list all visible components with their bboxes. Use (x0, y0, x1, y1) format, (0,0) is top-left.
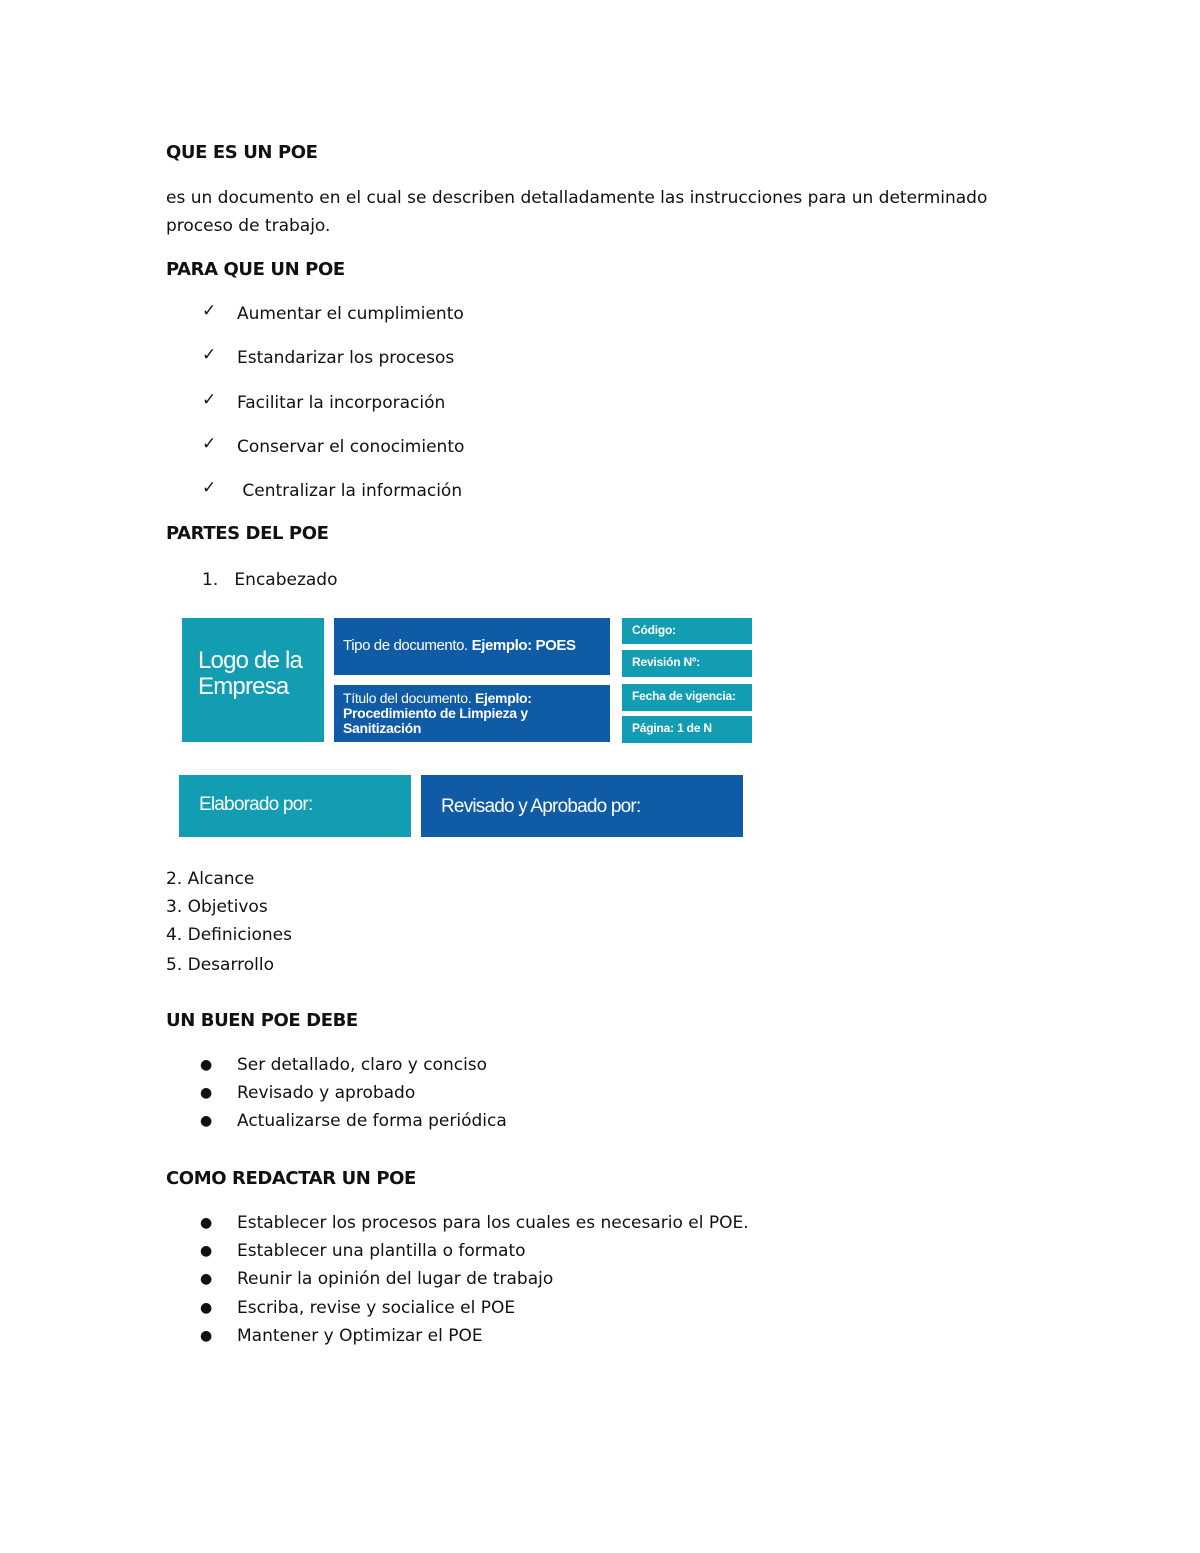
document-title-box (334, 685, 610, 742)
definition-line-1: es un documento en el cual se describen detalladamente las instrucciones para un determinado (166, 188, 988, 208)
pagina-cell (622, 716, 752, 743)
heading-para-que: PARA QUE UN POE (166, 259, 345, 280)
list-item: Ser detallado, claro y conciso (237, 1055, 488, 1075)
list-item-objetivos: 3. Objetivos (166, 897, 268, 917)
heading-que-es: QUE ES UN POE (166, 142, 318, 163)
list-item: Estandarizar los procesos (237, 348, 455, 368)
list-item-desarrollo: 5. Desarrollo (166, 955, 275, 975)
check-icon: ✓ (202, 345, 217, 365)
heading-redactar: COMO REDACTAR UN POE (166, 1168, 416, 1189)
bullet-icon: ● (200, 1057, 213, 1073)
bullet-icon: ● (200, 1300, 213, 1316)
logo-box (182, 618, 324, 742)
document-type-box (334, 618, 610, 675)
logo-placeholder: Logo de la Empresa (198, 647, 303, 700)
revisado-label: Revisado y Aprobado por: (441, 796, 641, 817)
list-item: Revisado y aprobado (237, 1083, 416, 1103)
bullet-icon: ● (200, 1085, 213, 1101)
list-item: Conservar el conocimiento (237, 437, 465, 457)
definition-line-2: proceso de trabajo. (166, 216, 331, 236)
codigo-cell (622, 618, 752, 644)
document-title-label: Título del documento. (343, 690, 475, 706)
list-item: Aumentar el cumplimiento (237, 304, 464, 324)
list-item-encabezado: 1. Encabezado (202, 570, 338, 590)
elaborado-box (179, 775, 411, 837)
bullet-icon: ● (200, 1215, 213, 1231)
document-type-example: Ejemplo: POES (471, 637, 576, 654)
list-item: Actualizarse de forma periódica (237, 1111, 507, 1131)
pagina-label: Página: 1 de N (632, 721, 712, 735)
revisado-box (421, 775, 743, 837)
check-icon: ✓ (202, 478, 217, 498)
list-item-definiciones: 4. Definiciones (166, 925, 292, 945)
document-type-text (343, 637, 576, 654)
document-title-text (343, 691, 593, 736)
heading-buen-poe: UN BUEN POE DEBE (166, 1010, 358, 1031)
list-item: Mantener y Optimizar el POE (237, 1326, 483, 1346)
list-item: Establecer una plantilla o formato (237, 1241, 526, 1261)
bullet-icon: ● (200, 1328, 213, 1344)
list-item: Facilitar la incorporación (237, 393, 446, 413)
revision-label: Revisión Nº: (632, 655, 700, 669)
list-item: Reunir la opinión del lugar de trabajo (237, 1269, 554, 1289)
revision-cell (622, 650, 752, 677)
fecha-cell (622, 684, 752, 711)
bullet-icon: ● (200, 1271, 213, 1287)
codigo-label: Código: (632, 623, 676, 637)
fecha-label: Fecha de vigencia: (632, 689, 736, 703)
list-item: Establecer los procesos para los cuales es necesario el POE. (237, 1213, 749, 1233)
elaborado-label: Elaborado por: (199, 794, 313, 815)
list-item: Centralizar la información (237, 481, 463, 501)
document-title-example: Ejemplo: Procedimiento de Limpieza y Sanitización (343, 690, 532, 736)
document-type-label: Tipo de documento. (343, 637, 472, 654)
list-item: Escriba, revise y socialice el POE (237, 1298, 516, 1318)
heading-partes: PARTES DEL POE (166, 523, 329, 544)
check-icon: ✓ (202, 390, 217, 410)
bullet-icon: ● (200, 1243, 213, 1259)
check-icon: ✓ (202, 434, 217, 454)
list-item-alcance: 2. Alcance (166, 869, 255, 889)
check-icon: ✓ (202, 301, 217, 321)
bullet-icon: ● (200, 1113, 213, 1129)
